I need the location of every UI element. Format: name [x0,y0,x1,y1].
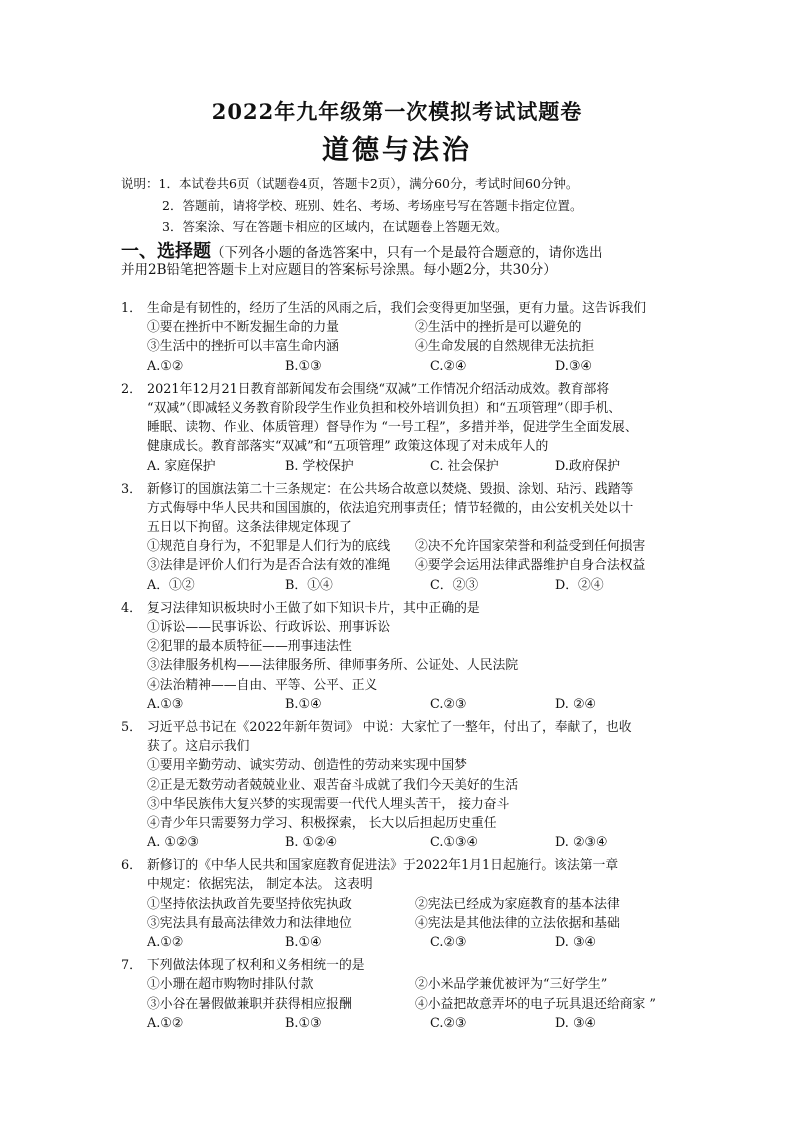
answer-option: B. ①②④ [285,835,337,851]
question-text: 下列做法体现了权利和义务相统一的是 [147,958,365,974]
answer-option: C.②④ [430,358,467,374]
instruction-line: 3．答案涂、写在答题卡相应的区域内，在试题卷上答题无效。 [162,219,508,234]
answer-option: A. 家庭保护 [147,458,216,474]
answer-option: B.①③ [285,1015,322,1031]
question [121,480,681,595]
answer-option: D. ②④ [555,696,596,712]
statement-item: ④宪法是其他法律的立法依据和基础 [415,915,620,931]
subject-title: 道德与法治 [322,135,472,166]
section-instruction: 并用2B铅笔把答题卡上对应题目的答案标号涂黑。每小题2分，共30分） [121,262,557,279]
answer-option: B.①④ [285,935,322,950]
answer-option: A.①② [147,1015,184,1031]
statement-item: ②生活中的挫折是可以避免的 [415,320,582,336]
answer-option: B.①④ [285,696,322,712]
question-text: ③法律服务机构——法律服务所、律师事务所、公证处、人民法院 [147,658,519,674]
exam-title: 2022年九年级第一次模拟考试试题卷 [211,99,583,124]
question-text: 睡眠、读物、作业、体质管理）督导作为 “一号工程”，多措并举，促进学生全面发展、 [147,420,638,436]
answer-option: B．①④ [285,577,333,593]
question-number: 5． [121,719,142,735]
question [121,856,681,952]
statement-item: ①要在挫折中不断发掘生命的力量 [147,320,339,336]
statement-item: ③生活中的挫折可以丰富生命内涵 [147,339,339,355]
answer-option: B.①③ [285,358,322,374]
answer-option: D. ②③④ [555,835,608,851]
statement-item: ②宪法已经成为家庭教育的基本法律 [415,896,620,912]
question-number: 1． [121,301,142,316]
question [121,718,681,852]
section-instruction: （下列各小题的备选答案中，只有一个是最符合题意的，请你选出 [211,245,603,261]
question-text: 2021年12月21日教育部新闻发布会围绕“双减”工作情况介绍活动成效。教育部将 [147,381,610,397]
question-text: ④青少年只需要努力学习、积极探索， 长大以后担起历史重任 [147,815,497,831]
statement-item: ①规范自身行为，不犯罪是人们行为的底线 [147,539,391,555]
statement-item: ④要学会运用法律武器维护自身合法权益 [415,558,646,574]
answer-option: A.①② [147,358,184,374]
statement-item: ④生命发展的自然规律无法抗拒 [415,339,595,355]
answer-option: C.②③ [430,935,467,950]
instruction-line: 说明：1．本试卷共6页（试题卷4页，答题卡2页），满分60分，考试时间60分钟。 [121,176,579,191]
answer-option: D. ③④ [555,935,596,950]
question-text: 中规定：依据宪法， 制定本法。 这表明 [147,877,373,893]
question-text: ④法治精神——自由、平等、公平、正义 [147,677,378,693]
answer-option: A．①② [147,577,195,593]
question-number: 6． [121,858,142,874]
answer-option: C.②③ [430,696,467,712]
question-text: ②犯罪的最本质特征——刑事违法性 [147,639,352,655]
question-text: ①要用辛勤劳动、诚实劳动、创造性的劳动来实现中国梦 [147,758,467,774]
question-text: 健康成长。教育部落实“双减”和“五项管理” 政策这体现了对未成年人的 [147,439,549,455]
answer-option: C.①③④ [430,835,478,851]
question-number: 4． [121,600,142,616]
answer-option: A.①③ [147,696,184,712]
question-text: 生命是有韧性的，经历了生活的风雨之后，我们会变得更加坚强，更有力量。这告诉我们 [147,301,647,316]
statement-item: ③法律是评价人们行为是否合法有效的准绳 [147,558,391,574]
question-text: “双减”（即减轻义务教育阶段学生作业负担和校外培训负担）和“五项管理”（即手机、 [147,400,622,416]
question-text: ①诉讼——民事诉讼、行政诉讼、刑事诉讼 [147,620,391,635]
question-number: 2． [121,381,142,397]
question-text: 复习法律知识板块时小王做了如下知识卡片，其中正确的是 [147,600,480,616]
question-number: 3． [121,481,142,497]
statement-item: ③小谷在暑假做兼职并获得相应报酬 [147,996,352,1012]
statement-item: ④小益把故意弄坏的电子玩具退还给商家 ” [415,996,656,1012]
answer-option: D．②④ [555,577,604,593]
section-heading: 一、选择题 [121,241,211,262]
question-list [121,299,681,1037]
instructions [121,173,582,238]
answer-option: D. ③④ [555,1015,596,1031]
answer-option: D.政府保护 [555,458,621,474]
question-text: 获了。这启示我们 [147,739,250,755]
answer-option: A. ①②③ [147,835,199,851]
statement-item: ①坚持依法执政首先要坚持依宪执政 [147,896,352,912]
question-text: 新修订的国旗法第二十三条规定：在公共场合故意以焚烧、毁损、涂划、玷污、践踏等 [147,481,634,497]
question-text: ②正是无数劳动者兢兢业业、艰苦奋斗成就了我们今天美好的生活 [147,777,519,793]
statement-item: ①小珊在超市购物时排队付款 [147,977,314,993]
answer-option: D.③④ [555,358,592,374]
answer-option: A.①② [147,935,184,950]
question [121,599,681,714]
question-text: 习近平总书记在《2022年新年贺词》 中说：大家忙了一整年，付出了，奉献了，也收 [147,719,632,735]
instruction-line: 2．答题前，请将学校、班别、姓名、考场、考场座号写在答题卡指定位置。 [162,197,583,213]
question-text: 新修订的《中华人民共和国家庭教育促进法》于2022年1月1日起施行。该法第一章 [147,858,619,874]
answer-option: C. 社会保护 [430,458,499,474]
statement-item: ②小米品学兼优被评为“三好学生” [415,977,608,993]
section-header [121,240,681,278]
question [121,380,681,476]
statement-item: ③宪法具有最高法律效力和法律地位 [147,915,352,931]
question [121,956,681,1033]
question-text: ③中华民族伟大复兴梦的实现需要一代代人埋头苦干， 接力奋斗 [147,796,510,812]
question-text: 方式侮辱中华人民共和国国旗的，依法追究刑事责任；情节轻微的，由公安机关处以十 [147,500,634,516]
question [121,299,681,376]
answer-option: C．②③ [430,577,479,593]
answer-option: B. 学校保护 [285,458,354,474]
question-number: 7． [121,958,142,974]
question-text: 五日以下拘留。这条法律规定体现了 [147,520,352,536]
statement-item: ②决不允许国家荣誉和利益受到任何损害 [415,539,646,555]
answer-option: C.②③ [430,1015,467,1031]
